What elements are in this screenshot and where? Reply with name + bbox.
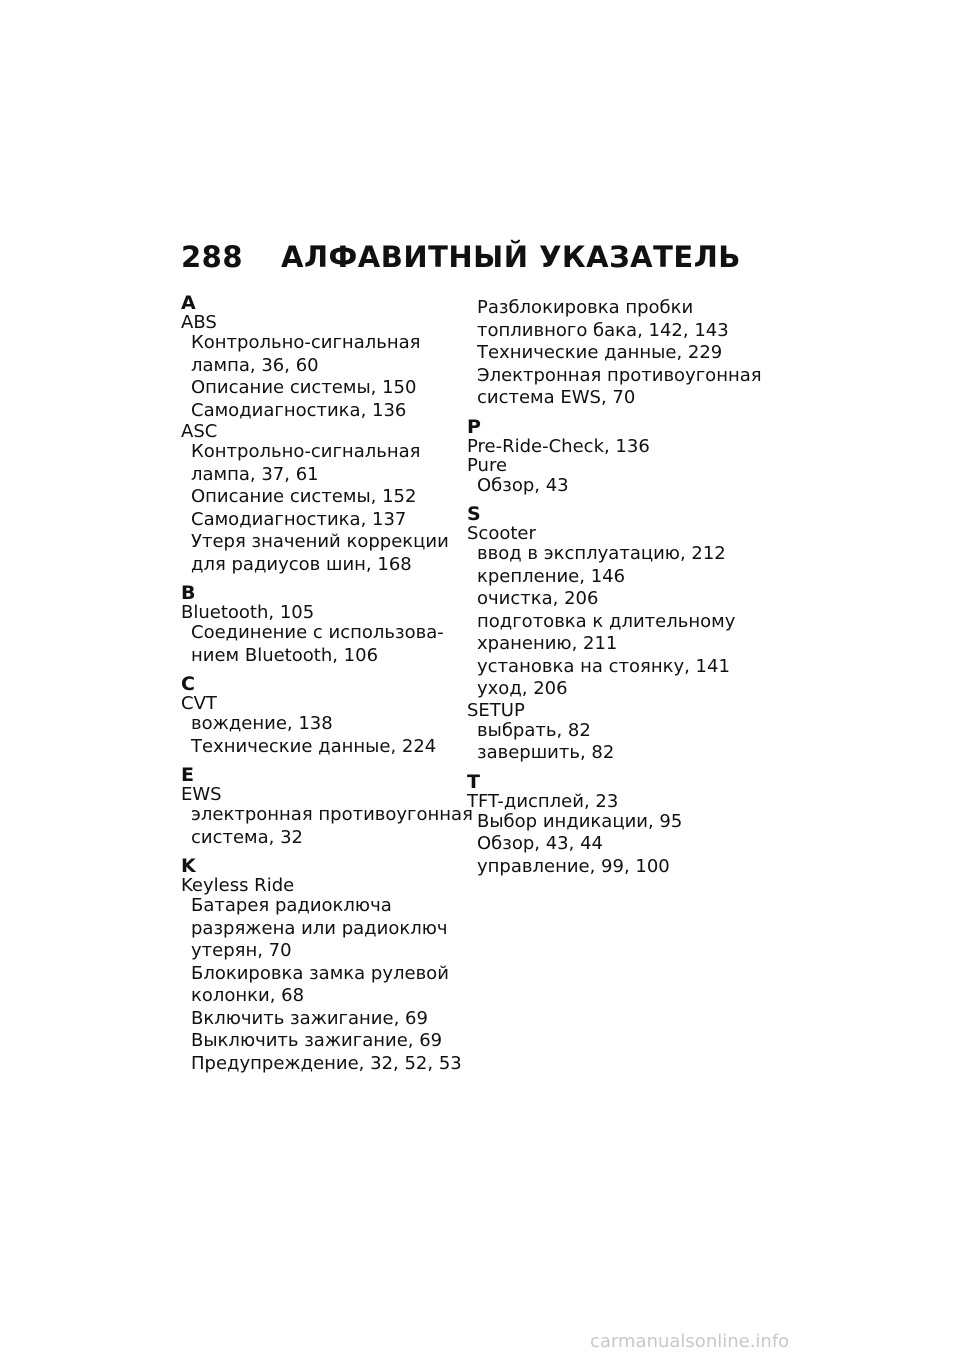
- index-subentry: хранению, 211: [477, 633, 618, 654]
- index-term: EWS: [181, 784, 222, 805]
- index-term: ABS: [181, 312, 217, 333]
- index-term: Pure: [467, 454, 508, 476]
- index-section: [181, 675, 461, 758]
- index-subentry: Контрольно-сигнальная: [191, 441, 421, 462]
- index-subentry: разряжена или радиоключ: [191, 917, 448, 939]
- index-subentry: Контрольно-сигнальная: [191, 332, 421, 353]
- index-subentry: для радиусов шин, 168: [191, 553, 412, 575]
- section-letter: P: [467, 415, 481, 438]
- section-letter: B: [181, 582, 196, 604]
- section-letter: K: [181, 855, 196, 877]
- index-subentry: Батарея радиоключа: [191, 895, 392, 916]
- index-term: SETUP: [467, 699, 525, 721]
- index-subentry: установка на стоянку, 141: [477, 655, 730, 677]
- index-subentry: крепление, 146: [477, 565, 626, 587]
- index-term: TFT-дисплей, 23: [467, 790, 619, 812]
- section-letter: E: [181, 764, 194, 786]
- index-term: Scooter: [467, 523, 536, 544]
- index-subentry: подготовка к длительному: [477, 610, 736, 632]
- index-term: Pre-Ride-Check, 136: [467, 435, 650, 457]
- index-section: [181, 584, 461, 667]
- index-subentry: Технические данные, 229: [477, 342, 723, 363]
- index-subentry: Электронная противоугонная: [477, 364, 762, 386]
- index-column-left: [181, 292, 473, 1075]
- index-subentry: Самодиагностика, 137: [191, 508, 407, 530]
- index-section: [181, 294, 461, 576]
- section-letter: C: [181, 673, 195, 695]
- index-subentry: Соединение с использова-: [191, 622, 444, 643]
- index-subentry: утерян, 70: [191, 940, 292, 961]
- index-subentry: Выключить зажигание, 69: [191, 1030, 443, 1051]
- index-subentry: Предупреждение, 32, 52, 53: [191, 1052, 462, 1074]
- watermark: carmanualsonline.info: [590, 1331, 790, 1352]
- index-subentry: Описание системы, 152: [191, 486, 417, 507]
- index-section: [181, 764, 473, 849]
- index-term: Bluetooth, 105: [181, 602, 315, 623]
- index-section: [467, 770, 747, 879]
- index-subentry: Включить зажигание, 69: [191, 1007, 428, 1029]
- index-term: CVT: [181, 693, 217, 714]
- index-subentry: система EWS, 70: [477, 387, 636, 408]
- index-section: [467, 297, 762, 410]
- index-subentry: система, 32: [191, 826, 304, 848]
- index-subentry: Утеря значений коррекции: [191, 531, 449, 552]
- index-subentry: завершить, 82: [477, 742, 615, 763]
- index-subentry: Обзор, 43, 44: [477, 833, 603, 854]
- section-letter: T: [467, 770, 480, 793]
- index-subentry: Обзор, 43: [477, 474, 569, 496]
- index-subentry: Разблокировка пробки: [477, 297, 694, 318]
- index-subentry: уход, 206: [477, 678, 568, 699]
- index-subentry: Блокировка замка рулевой: [191, 962, 449, 984]
- page-header: [181, 240, 901, 274]
- index-subentry: Выбор индикации, 95: [477, 810, 683, 832]
- index-section: [181, 857, 461, 1075]
- index-subentry: выбрать, 82: [477, 719, 591, 741]
- index-subentry: электронная противоугонная: [191, 804, 473, 825]
- index-column-right: [467, 297, 762, 878]
- index-section: [467, 505, 747, 765]
- index-term: Keyless Ride: [181, 875, 295, 896]
- index-subentry: очистка, 206: [477, 588, 599, 609]
- section-letter: S: [467, 503, 481, 525]
- index-subentry: вождение, 138: [191, 713, 333, 734]
- index-subentry: топливного бака, 142, 143: [477, 319, 729, 341]
- index-term: ASC: [181, 421, 218, 442]
- index-subentry: Самодиагностика, 136: [191, 399, 407, 421]
- index-subentry: Технические данные, 224: [191, 735, 437, 757]
- index-subentry: нием Bluetooth, 106: [191, 644, 379, 666]
- page-title: АЛФАВИТНЫЙ УКАЗАТЕЛЬ: [281, 240, 741, 274]
- page-number: 288: [181, 240, 244, 274]
- index-subentry: ввод в эксплуатацию, 212: [477, 543, 726, 564]
- index-section: [467, 415, 747, 498]
- index-subentry: Описание системы, 150: [191, 377, 417, 398]
- section-letter: A: [181, 292, 196, 314]
- index-subentry: лампа, 37, 61: [191, 463, 319, 485]
- index-subentry: управление, 99, 100: [477, 855, 670, 877]
- index-subentry: колонки, 68: [191, 985, 305, 1006]
- index-subentry: лампа, 36, 60: [191, 354, 319, 376]
